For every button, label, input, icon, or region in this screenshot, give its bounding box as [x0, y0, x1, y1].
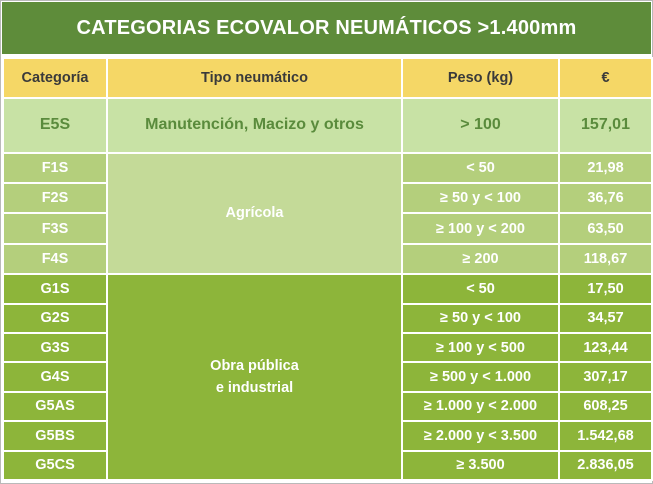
- ecovalor-table: [2, 57, 653, 481]
- header-euro: €: [559, 58, 652, 98]
- cell-euro: 1.542,68: [559, 421, 652, 450]
- cell-euro: 608,25: [559, 392, 652, 421]
- cell-peso: ≥ 2.000 y < 3.500: [402, 421, 559, 450]
- cell-peso: ≥ 100 y < 500: [402, 333, 559, 362]
- header-peso: Peso (kg): [402, 58, 559, 98]
- cell-peso: < 50: [402, 274, 559, 303]
- cell-categoria: G5BS: [3, 421, 107, 450]
- cell-peso: ≥ 100 y < 200: [402, 213, 559, 243]
- cell-categoria: F3S: [3, 213, 107, 243]
- header-tipo: Tipo neumático: [107, 58, 402, 98]
- cell-tipo-obra-publica: [107, 274, 402, 480]
- cell-peso: ≥ 50 y < 100: [402, 304, 559, 333]
- header-categoria: Categoría: [3, 58, 107, 98]
- cell-peso: < 50: [402, 153, 559, 183]
- cell-categoria: G1S: [3, 274, 107, 303]
- cell-peso: ≥ 500 y < 1.000: [402, 362, 559, 391]
- table-row: [3, 98, 652, 153]
- cell-categoria: G5AS: [3, 392, 107, 421]
- cell-euro: 157,01: [559, 98, 652, 153]
- cell-categoria: G4S: [3, 362, 107, 391]
- cell-categoria: F4S: [3, 244, 107, 274]
- cell-categoria: G5CS: [3, 451, 107, 481]
- cell-categoria: F2S: [3, 183, 107, 213]
- table-row: [3, 274, 652, 303]
- tipo-line-1: Obra pública: [210, 358, 299, 375]
- cell-categoria: F1S: [3, 153, 107, 183]
- cell-categoria: G2S: [3, 304, 107, 333]
- cell-categoria: G3S: [3, 333, 107, 362]
- header-row: [3, 58, 652, 98]
- cell-tipo: Manutención, Macizo y otros: [107, 98, 402, 153]
- cell-euro: 34,57: [559, 304, 652, 333]
- cell-peso: ≥ 1.000 y < 2.000: [402, 392, 559, 421]
- cell-euro: 36,76: [559, 183, 652, 213]
- table-row: [3, 153, 652, 183]
- cell-tipo-agricola: Agrícola: [107, 153, 402, 275]
- cell-euro: 2.836,05: [559, 451, 652, 481]
- cell-euro: 17,50: [559, 274, 652, 303]
- cell-peso: ≥ 3.500: [402, 451, 559, 481]
- cell-euro: 63,50: [559, 213, 652, 243]
- cell-euro: 123,44: [559, 333, 652, 362]
- table-title: CATEGORIAS ECOVALOR NEUMÁTICOS >1.400mm: [2, 2, 651, 54]
- cell-categoria: E5S: [3, 98, 107, 153]
- cell-peso: > 100: [402, 98, 559, 153]
- cell-peso: ≥ 200: [402, 244, 559, 274]
- cell-euro: 21,98: [559, 153, 652, 183]
- cell-peso: ≥ 50 y < 100: [402, 183, 559, 213]
- cell-euro: 307,17: [559, 362, 652, 391]
- cell-euro: 118,67: [559, 244, 652, 274]
- tipo-line-2: e industrial: [215, 380, 294, 397]
